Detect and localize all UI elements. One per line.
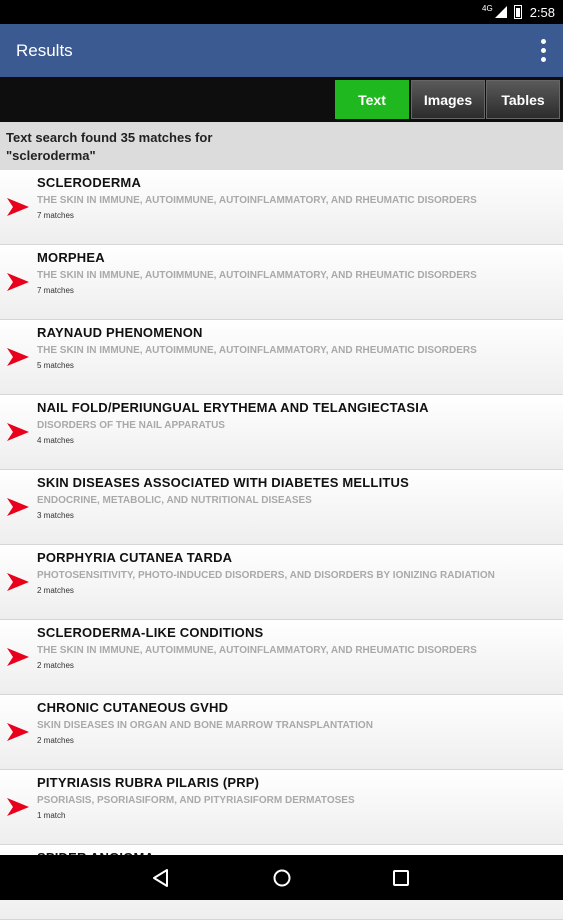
result-category: PSORIASIS, PSORIASIFORM, AND PITYRIASIFORM DERMATOSES xyxy=(37,795,355,806)
result-title: CHRONIC CUTANEOUS GVHD xyxy=(37,700,229,715)
result-matches: 2 matches xyxy=(37,586,74,595)
results-list xyxy=(0,170,563,855)
tab-tables[interactable]: Tables xyxy=(486,80,560,119)
app-bar xyxy=(0,24,563,77)
result-category: THE SKIN IN IMMUNE, AUTOIMMUNE, AUTOINFLAMMATORY, AND RHEUMATIC DISORDERS xyxy=(37,345,477,356)
result-row[interactable] xyxy=(0,170,563,245)
status-bar xyxy=(0,0,563,24)
result-category: SKIN DISEASES IN ORGAN AND BONE MARROW TRANSPLANTATION xyxy=(37,720,373,731)
result-row[interactable] xyxy=(0,320,563,395)
result-title: SCLERODERMA xyxy=(37,175,142,190)
result-row[interactable] xyxy=(0,470,563,545)
chevron-right-icon xyxy=(7,498,29,516)
chevron-right-icon xyxy=(7,348,29,366)
home-icon[interactable] xyxy=(271,867,293,889)
result-matches: 5 matches xyxy=(37,361,74,370)
result-category: THE SKIN IN IMMUNE, AUTOIMMUNE, AUTOINFLAMMATORY, AND RHEUMATIC DISORDERS xyxy=(37,645,477,656)
result-matches: 2 matches xyxy=(37,661,74,670)
result-category: THE SKIN IN IMMUNE, AUTOIMMUNE, AUTOINFLAMMATORY, AND RHEUMATIC DISORDERS xyxy=(37,195,477,206)
back-icon[interactable] xyxy=(150,867,172,889)
navigation-bar xyxy=(0,855,563,900)
result-row[interactable] xyxy=(0,545,563,620)
result-matches: 7 matches xyxy=(37,286,74,295)
result-row[interactable] xyxy=(0,770,563,845)
result-row[interactable] xyxy=(0,395,563,470)
result-matches: 7 matches xyxy=(37,211,74,220)
battery-icon xyxy=(514,5,522,19)
overflow-menu-icon[interactable] xyxy=(523,24,563,77)
tab-text[interactable]: Text xyxy=(335,80,409,119)
tab-images[interactable]: Images xyxy=(411,80,485,119)
result-category: THE SKIN IN IMMUNE, AUTOIMMUNE, AUTOINFLAMMATORY, AND RHEUMATIC DISORDERS xyxy=(37,270,477,281)
signal-icon xyxy=(494,5,508,19)
search-summary xyxy=(0,122,563,170)
result-matches: 1 match xyxy=(37,811,66,820)
chevron-right-icon xyxy=(7,723,29,741)
result-title: RAYNAUD PHENOMENON xyxy=(37,325,203,340)
result-title: PITYRIASIS RUBRA PILARIS (PRP) xyxy=(37,775,260,790)
result-title: PORPHYRIA CUTANEA TARDA xyxy=(37,550,233,565)
result-category: ENDOCRINE, METABOLIC, AND NUTRITIONAL DISEASES xyxy=(37,495,312,506)
chevron-right-icon xyxy=(7,573,29,591)
tab-bar xyxy=(0,77,563,122)
chevron-right-icon xyxy=(7,648,29,666)
status-time: 2:58 xyxy=(529,4,555,20)
result-category: PHOTOSENSITIVITY, PHOTO-INDUCED DISORDERS, AND DISORDERS BY IONIZING RADIATION xyxy=(37,570,495,581)
recents-icon[interactable] xyxy=(390,867,412,889)
result-title: SKIN DISEASES ASSOCIATED WITH DIABETES MELLITUS xyxy=(37,475,409,490)
network-type: 4G xyxy=(482,3,493,13)
result-row[interactable] xyxy=(0,695,563,770)
result-matches: 4 matches xyxy=(37,436,74,445)
result-row[interactable] xyxy=(0,245,563,320)
summary-query: "scleroderma" xyxy=(6,148,96,163)
result-matches: 3 matches xyxy=(37,511,74,520)
chevron-right-icon xyxy=(7,198,29,216)
result-row[interactable] xyxy=(0,620,563,695)
result-title: SCLERODERMA-LIKE CONDITIONS xyxy=(37,625,264,640)
summary-line-1: Text search found 35 matches for xyxy=(6,130,213,145)
result-title: MORPHEA xyxy=(37,250,105,265)
chevron-right-icon xyxy=(7,423,29,441)
result-title: NAIL FOLD/PERIUNGUAL ERYTHEMA AND TELANGIECTASIA xyxy=(37,400,429,415)
result-category: DISORDERS OF THE NAIL APPARATUS xyxy=(37,420,225,431)
chevron-right-icon xyxy=(7,273,29,291)
result-matches: 2 matches xyxy=(37,736,74,745)
page-title: Results xyxy=(16,40,73,60)
chevron-right-icon xyxy=(7,798,29,816)
